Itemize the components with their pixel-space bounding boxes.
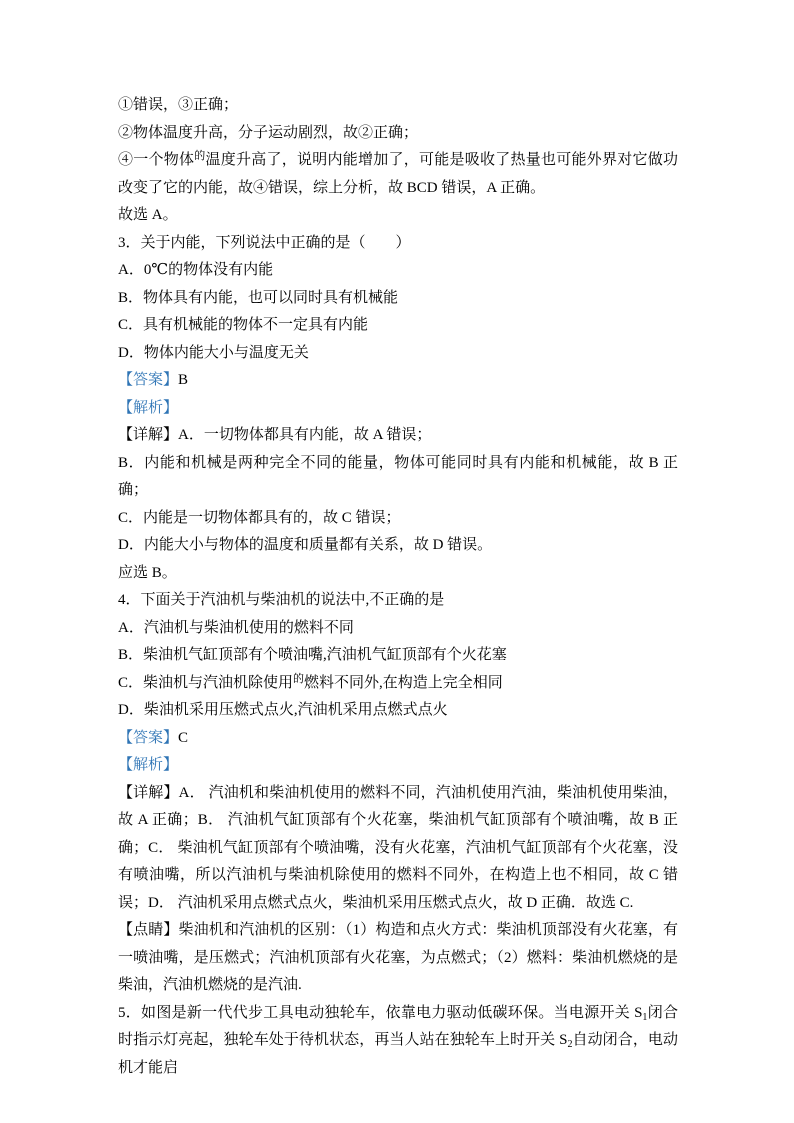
q3-conclusion [118,560,678,588]
text-run: B [178,372,189,388]
bracket-label: 【解析】 [118,757,179,773]
q4-answer [118,725,678,753]
q4-option-b [118,642,678,670]
q2-detail-point-2 [118,120,678,148]
text-run: 自动闭合，电动机才能启 [118,1032,678,1076]
q3-stem [118,230,678,258]
text-run: D．内能大小与物体的温度和质量都有关系，故 D 错误。 [118,537,493,553]
text-run: D．物体内能大小与温度无关 [118,344,309,361]
text-run: A．汽油机与柴油机使用的燃料不同 [118,619,354,636]
q4-option-d [118,697,678,725]
text-run: 3．关于内能，下列说法中正确的是（ ） [118,234,411,251]
q3-option-b [118,285,678,313]
text-run: A．0℃的物体没有内能 [118,262,274,278]
q2-detail-points-1-3 [118,92,678,120]
text-run: 温度升高了，说明内能增加了，可能是吸收了热量也可能外界对它做功改变了它的内能，故④错误，综上分析，故 BCD 错误，A 正确。 [118,152,678,196]
q3-option-c [118,312,678,340]
q3-answer [118,367,678,395]
q2-detail-point-4 [118,147,678,202]
text-run: D．柴油机采用压燃式点火,汽油机采用点燃式点火 [118,702,448,718]
text-run: ①错误，③正确； [118,97,239,113]
q4-option-a [118,615,678,643]
q3-detail-c [118,505,678,533]
text-run: C．柴油机与汽油机除使用 [118,674,294,691]
q3-option-a [118,257,678,285]
text-run: C．具有机械能的物体不一定具有内能 [118,317,369,333]
text-run: C．内能是一切物体都具有的，故 C 错误； [118,509,401,526]
q3-option-d [118,340,678,368]
text-run: 4．下面关于汽油机与柴油机的说法中,不正确的是 [118,592,445,608]
q3-analysis-label [118,395,678,423]
q5-stem [118,1000,678,1083]
text-run: 的 [293,672,305,685]
text-run: B．柴油机气缸顶部有个喷油嘴,汽油机气缸顶部有个火花塞 [118,647,507,663]
bracket-label: 【解析】 [118,399,179,416]
bracket-label: 【答案】 [118,729,179,746]
text-run: 的 [194,150,206,162]
bracket-label: 【答案】 [118,372,179,388]
text-run: C [178,729,189,746]
text-run: 【详解】A．一切物体都具有内能，故 A 错误； [118,427,432,443]
text-run: 2 [567,1039,573,1050]
q2-conclusion [118,202,678,230]
q3-detail-b [118,450,678,505]
text-run: 应选 B。 [118,564,177,581]
q4-analysis-label [118,752,678,780]
q4-tip [118,917,678,1000]
q4-detail [118,780,678,918]
q3-detail-d [118,532,678,560]
text-run: 燃料不同外,在构造上完全相同 [304,674,503,691]
text-run: B．物体具有内能，也可以同时具有机械能 [118,289,399,306]
text-run: 1 [642,1011,648,1023]
q4-stem [118,587,678,615]
q3-detail-a [118,422,678,450]
document-body [118,92,678,1082]
text-run: 【详解】A． 汽油机和柴油机使用的燃料不同，汽油机使用汽油，柴油机使用柴油，故 A 正确；B． 汽油机气缸顶部有个火花塞，柴油机气缸顶部有个喷油嘴，故 B 正确；C． 柴油机气缸顶部有个喷油嘴，没有火花塞，汽油机气缸顶部有个火花塞，没有喷油嘴，所以汽油机与柴油机除使用的燃料不同外，在构造上也不相同，故 C 错误；D． 汽油机采用点燃式点火，柴油机采用压燃式点火，故 D 正确．故选 C. [118,784,678,911]
text-run: B．内能和机械是两种完全不同的能量，物体可能同时具有内能和机械能，故 B 正确； [118,454,678,498]
text-run: 5．如图是新一代代步工具电动独轮车，依靠电力驱动低碳环保。当电源开关 S [118,1004,643,1021]
text-run: 【点睛】柴油机和汽油机的区别：（1）构造和点火方式：柴油机顶部没有火花塞，有一喷油嘴，是压燃式；汽油机顶部有火花塞，为点燃式；（2）燃料：柴油机燃烧的是柴油，汽油机燃烧的是汽油. [118,922,678,993]
q4-option-c [118,670,678,698]
text-run: 闭合时指示灯亮起，独轮车处于待机状态，再当人站在独轮车上时开关 S [118,1004,678,1048]
text-run: ④一个物体 [118,152,195,168]
text-run: 故选 A。 [118,207,178,223]
text-run: ②物体温度升高，分子运动剧烈，故②正确； [118,124,419,141]
